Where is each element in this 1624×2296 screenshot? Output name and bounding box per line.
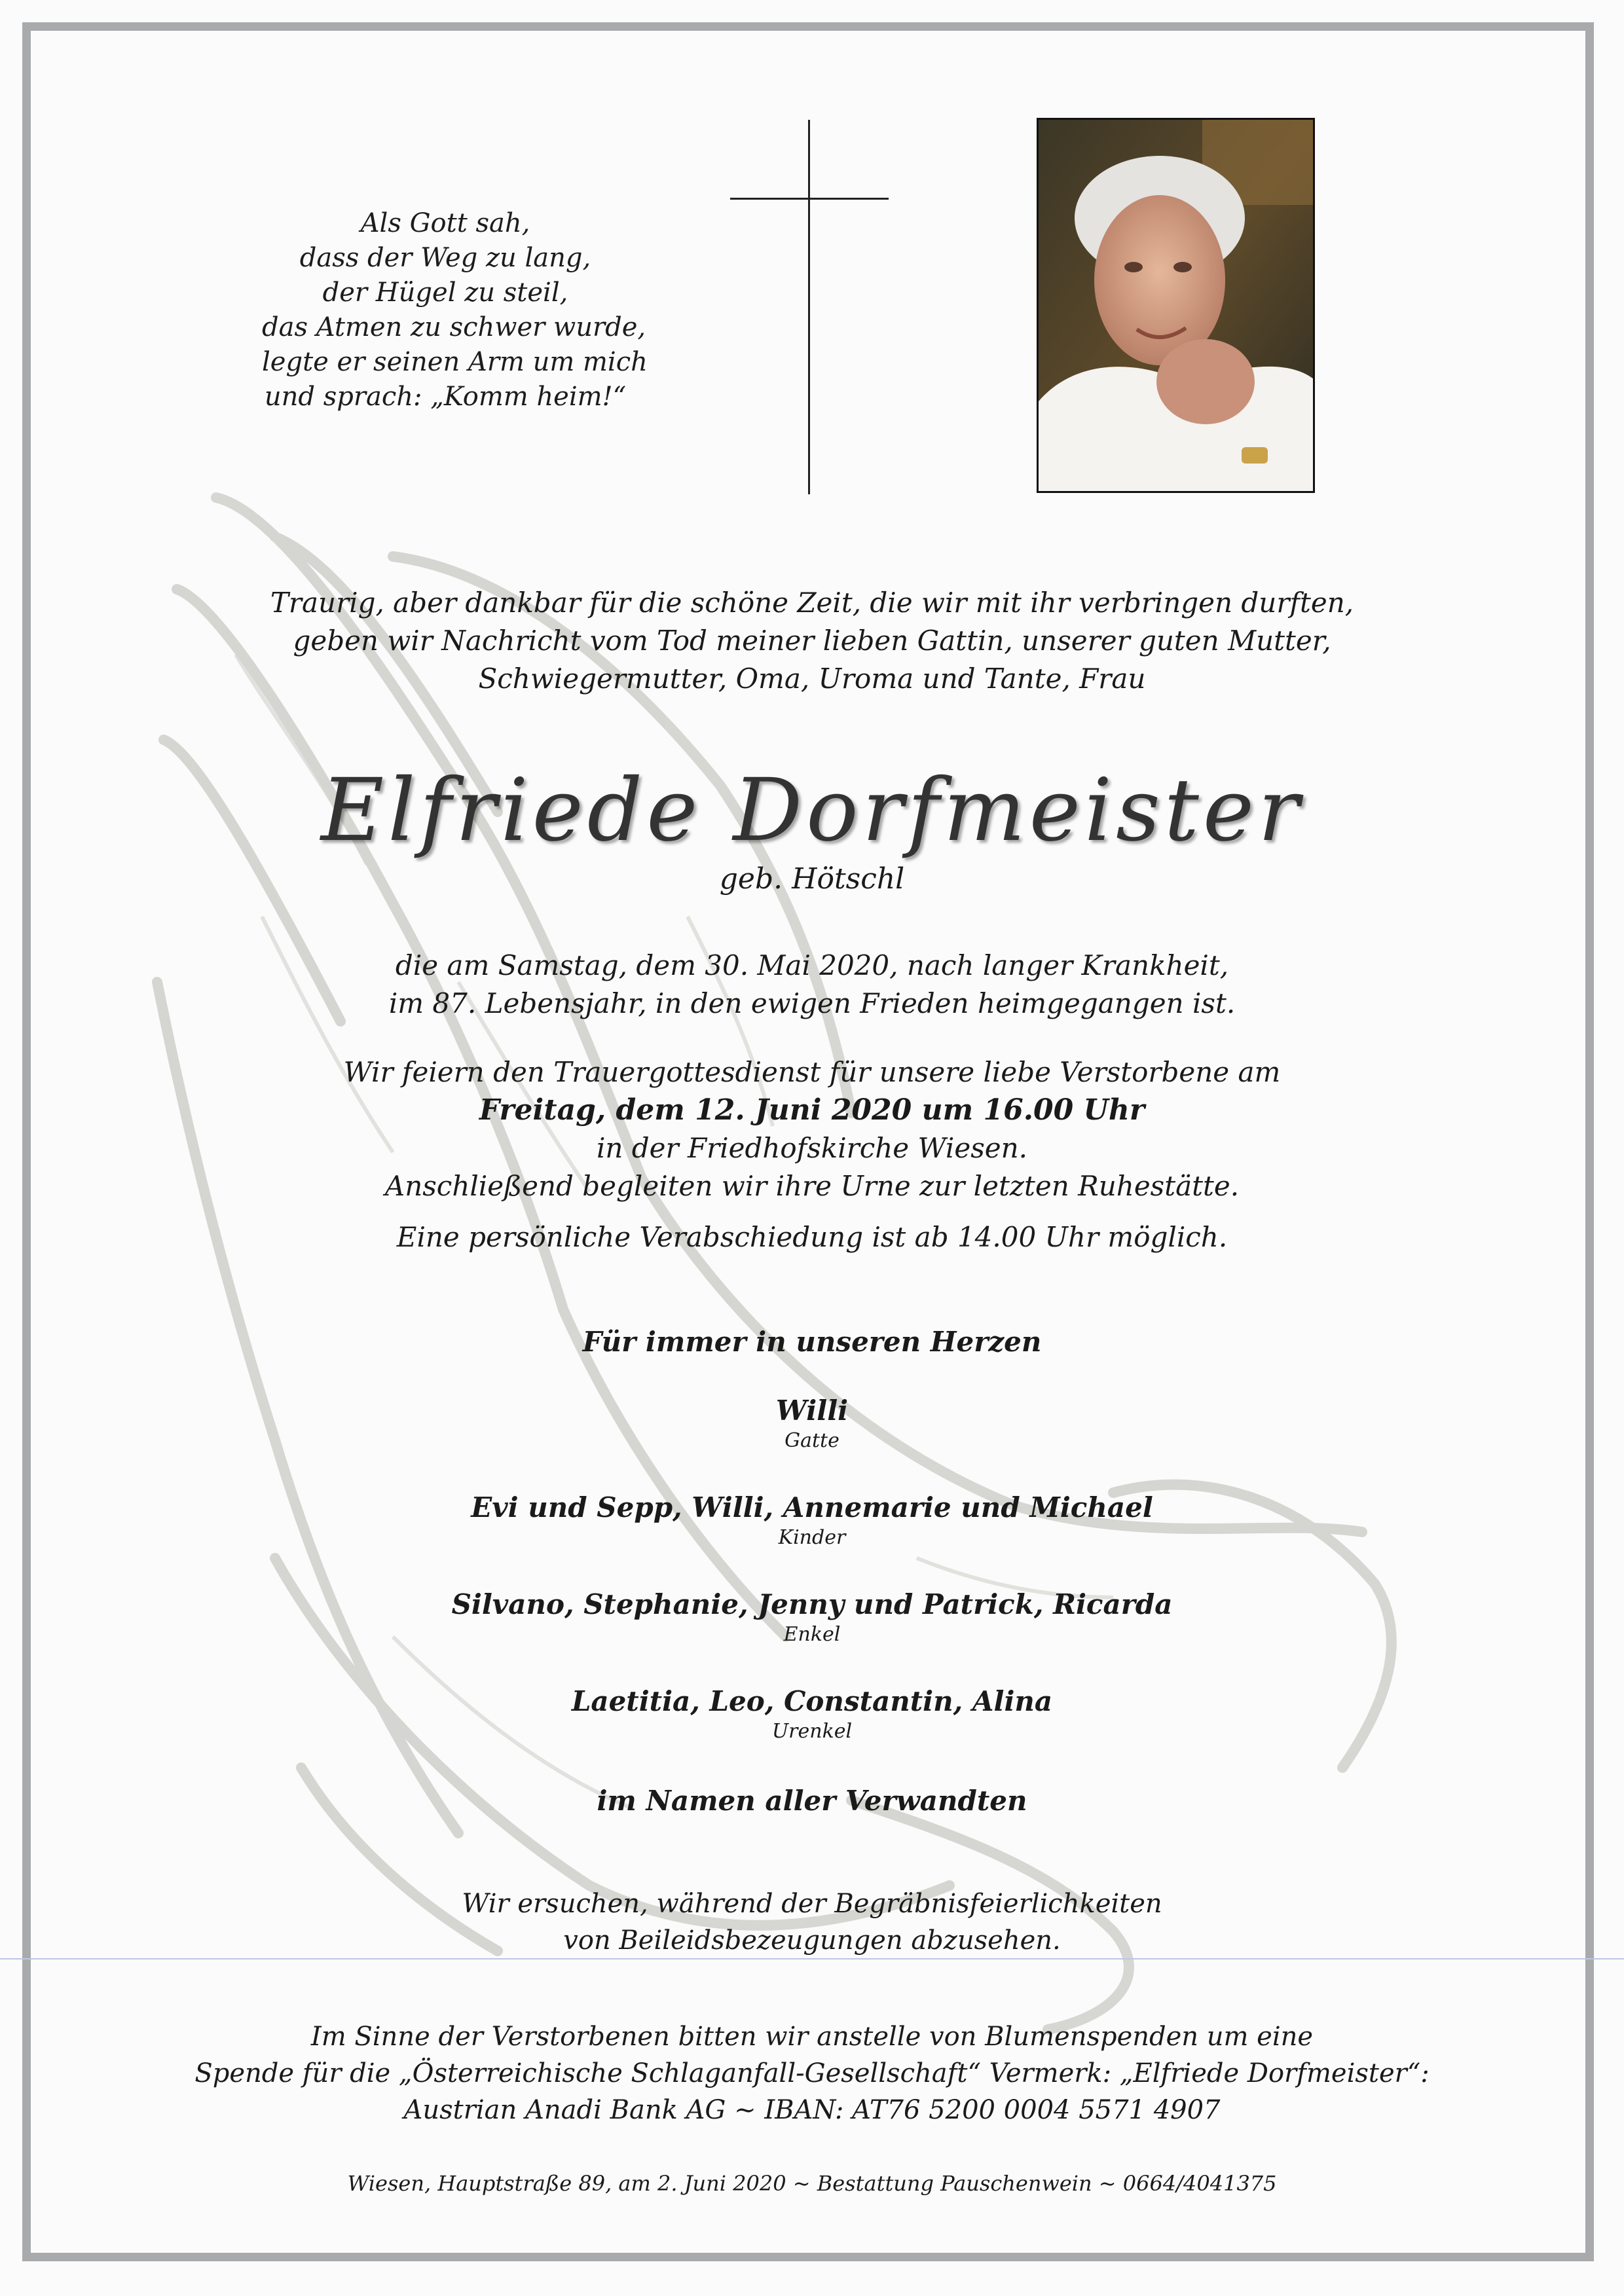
service-details [0,1129,1624,1205]
death-notice [0,947,1624,1023]
cross-horizontal-bar [730,198,889,200]
mourners-heading: Für immer in unseren Herzen [582,1326,1042,1358]
birth-name: geb. Hötschl [719,862,905,896]
service-burial: Anschließend begleiten wir ihre Urne zur letzten Ruhestätte. [384,1170,1240,1202]
service-date: Freitag, dem 12. Juni 2020 um 16.00 Uhr [479,1093,1145,1127]
poem-line: Als Gott sah, [360,208,530,238]
service-location: in der Friedhofskirche Wiesen. [596,1132,1028,1164]
footer-address: Wiesen, Hauptstraße 89, am 2. Juni 2020 ~ Bestattung Pauschenwein ~ 0664/4041375 [347,2171,1277,2196]
condolence-request-line: Wir ersuchen, während der Begräbnisfeierlichkeiten [462,1889,1162,1919]
donation-request [0,2018,1624,2128]
service-intro: Wir feiern den Trauergottesdienst für unsere liebe Verstorbene am [343,1056,1281,1088]
donation-line: Im Sinne der Verstorbenen bitten wir anstelle von Blumenspenden um eine [310,2022,1314,2052]
death-notice-line: im 87. Lebensjahr, in den ewigen Frieden heimgegangen ist. [388,987,1236,1019]
intro-line: geben wir Nachricht vom Tod meiner lieben Gattin, unserer guten Mutter, [293,625,1331,657]
poem-line: der Hügel zu steil, [322,278,568,308]
poem-line: legte er seinen Arm um mich [262,347,648,377]
farewell-note: Eine persönliche Verabschiedung ist ab 14.00 Uhr möglich. [396,1221,1228,1253]
mourner-role: Enkel [783,1623,841,1646]
poem-line: das Atmen zu schwer wurde, [262,312,646,342]
donation-line: Spende für die „Österreichische Schlaganfall-Gesellschaft“ Vermerk: „Elfriede Dorfmeister“: [194,2058,1430,2088]
mourner-names: Laetitia, Leo, Constantin, Alina [571,1685,1053,1717]
condolence-request [0,1886,1624,1959]
mourner-names: Evi und Sepp, Willi, Annemarie und Michael [471,1491,1153,1523]
portrait-photo [1037,118,1315,493]
intro-line: Traurig, aber dankbar für die schöne Zeit, die wir mit ihr verbringen durften, [270,587,1354,619]
death-notice-line: die am Samstag, dem 30. Mai 2020, nach langer Krankheit, [395,949,1229,981]
poem-line: und sprach: „Komm heim!“ [264,382,627,412]
mourner-names: Silvano, Stephanie, Jenny und Patrick, Ricarda [451,1588,1173,1620]
intro-line: Schwiegermutter, Oma, Uroma und Tante, Frau [478,663,1146,695]
mourners-closing: im Namen aller Verwandten [597,1785,1027,1817]
cross-vertical-bar [808,120,810,494]
mourner-role: Kinder [778,1526,846,1549]
poem [262,206,648,414]
scan-divider-line [0,1958,1624,1959]
intro-paragraph [0,584,1624,698]
deceased-name: Elfriede Dorfmeister [320,760,1304,861]
condolence-request-line: von Beileidsbezeugungen abzusehen. [563,1925,1061,1956]
mourner-names: Willi [775,1394,849,1427]
donation-bank-details: Austrian Anadi Bank AG ~ IBAN: AT76 5200 0004 5571 4907 [403,2095,1221,2125]
mourner-role: Urenkel [771,1720,853,1743]
poem-line: dass der Weg zu lang, [299,243,591,273]
portrait-image [1039,120,1315,493]
mourner-role: Gatte [784,1429,840,1452]
